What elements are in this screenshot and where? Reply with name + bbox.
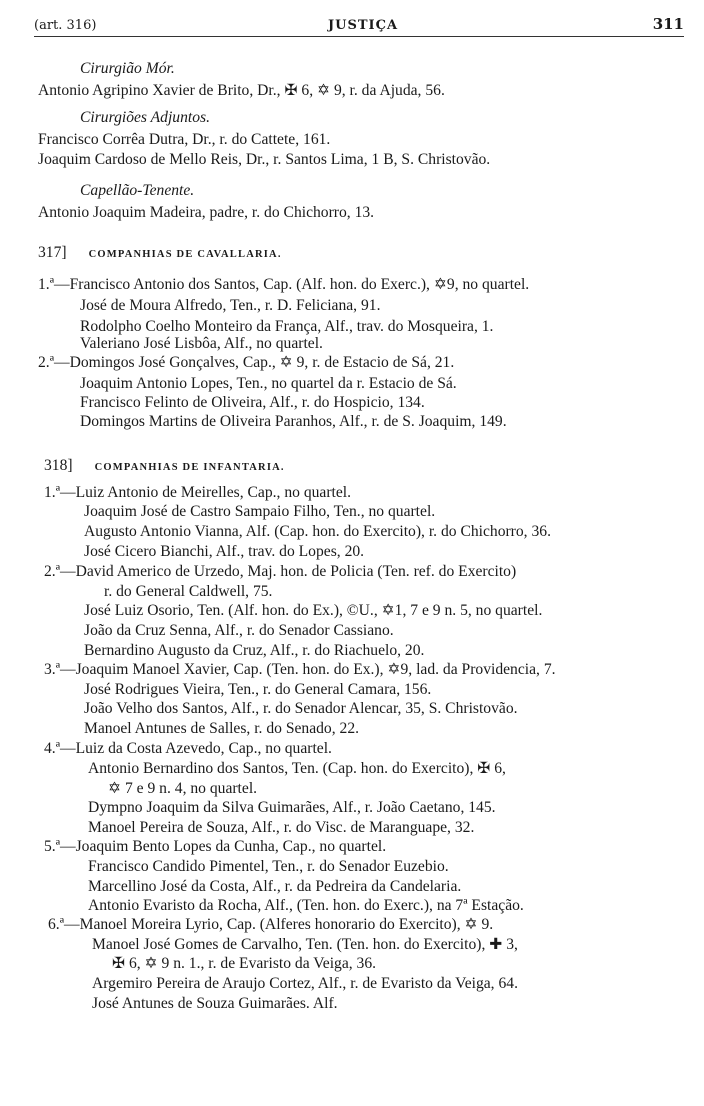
heading-cirurgiao-mor: Cirurgião Mór. <box>80 60 175 77</box>
list-item: João Velho dos Santos, Alf., r. do Senador Alencar, 35, S. Christovão. <box>84 700 518 717</box>
list-item: José Rodrigues Vieira, Ten., r. do General Camara, 156. <box>84 681 432 698</box>
list-item: r. do General Caldwell, 75. <box>104 583 273 600</box>
list-item: Joaquim Antonio Lopes, Ten., no quartel da r. Estacio de Sá. <box>80 375 457 392</box>
list-item: 6.ª—Manoel Moreira Lyrio, Cap. (Alferes honorario do Exercito), ✡ 9. <box>48 916 494 933</box>
section-heading-317 <box>38 242 282 264</box>
list-item: Joaquim José de Castro Sampaio Filho, Ten., no quartel. <box>84 503 436 520</box>
list-item: Manoel Antunes de Salles, r. do Senado, 22. <box>84 720 360 737</box>
section-name: COMPANHIAS DE CAVALLARIA. <box>88 249 282 260</box>
list-item: Augusto Antonio Vianna, Alf. (Cap. hon. do Exercito), r. do Chichorro, 36. <box>84 523 551 540</box>
running-header <box>34 10 684 37</box>
list-item: João da Cruz Senna, Alf., r. do Senador Cassiano. <box>84 622 394 639</box>
list-item: 1.ª—Luiz Antonio de Meirelles, Cap., no quartel. <box>44 484 352 501</box>
list-item: Manoel Pereira de Souza, Alf., r. do Visc. de Maranguape, 32. <box>88 819 475 836</box>
section-title: JUSTIÇA <box>328 18 399 33</box>
list-item: 2.ª—Domingos José Gonçalves, Cap., ✡ 9, r. de Estacio de Sá, 21. <box>38 354 455 371</box>
list-item: Manoel José Gomes de Carvalho, Ten. (Ten. hon. do Exercito), ✚ 3, <box>92 936 518 953</box>
list-item: 5.ª—Joaquim Bento Lopes da Cunha, Cap., no quartel. <box>44 838 387 855</box>
list-item: José Luiz Osorio, Ten. (Alf. hon. do Ex.), ©U., ✡1, 7 e 9 n. 5, no quartel. <box>84 602 543 619</box>
list-item: Francisco Corrêa Dutra, Dr., r. do Cattete, 161. <box>38 131 331 148</box>
list-item: José de Moura Alfredo, Ten., r. D. Feliciana, 91. <box>80 297 381 314</box>
section-heading-318 <box>44 455 285 477</box>
list-item: Rodolpho Coelho Monteiro da França, Alf., trav. do Mosqueira, 1. <box>80 318 494 335</box>
article-reference: (art. 316) <box>34 18 97 33</box>
list-item: Francisco Candido Pimentel, Ten., r. do Senador Euzebio. <box>88 858 449 875</box>
list-item: Antonio Joaquim Madeira, padre, r. do Chichorro, 13. <box>38 204 375 221</box>
section-number: 318] <box>44 457 73 474</box>
list-item: Marcellino José da Costa, Alf., r. da Pedreira da Candelaria. <box>88 878 462 895</box>
list-item: 2.ª—David Americo de Urzedo, Maj. hon. de Policia (Ten. ref. do Exercito) <box>44 563 517 580</box>
list-item: ✠ 6, ✡ 9 n. 1., r. de Evaristo da Veiga, 36. <box>112 955 377 972</box>
section-number: 317] <box>38 244 67 261</box>
heading-cirurgioes-adjuntos: Cirurgiões Adjuntos. <box>80 109 210 126</box>
heading-capellao-tenente: Capellão-Tenente. <box>80 182 195 199</box>
list-item: Antonio Bernardino dos Santos, Ten. (Cap. hon. do Exercito), ✠ 6, <box>88 760 506 777</box>
list-item: Domingos Martins de Oliveira Paranhos, Alf., r. de S. Joaquim, 149. <box>80 413 507 430</box>
list-item: Francisco Felinto de Oliveira, Alf., r. do Hospicio, 134. <box>80 394 425 411</box>
list-item: 3.ª—Joaquim Manoel Xavier, Cap. (Ten. hon. do Ex.), ✡9, lad. da Providencia, 7. <box>44 661 556 678</box>
list-item: Argemiro Pereira de Araujo Cortez, Alf., r. de Evaristo da Veiga, 64. <box>92 975 518 992</box>
list-item: Bernardino Augusto da Cruz, Alf., r. do Riachuelo, 20. <box>84 642 425 659</box>
list-item: Joaquim Cardoso de Mello Reis, Dr., r. Santos Lima, 1 B, S. Christovão. <box>38 151 491 168</box>
list-item: Dympno Joaquim da Silva Guimarães, Alf., r. João Caetano, 145. <box>88 799 496 816</box>
list-item: José Cicero Bianchi, Alf., trav. do Lopes, 20. <box>84 543 365 560</box>
page-number: 311 <box>652 15 684 33</box>
list-item: Antonio Evaristo da Rocha, Alf., (Ten. hon. do Exerc.), na 7ª Estação. <box>88 897 524 914</box>
list-item: Antonio Agripino Xavier de Brito, Dr., ✠ 6, ✡ 9, r. da Ajuda, 56. <box>38 82 445 99</box>
list-item: 4.ª—Luiz da Costa Azevedo, Cap., no quartel. <box>44 740 332 757</box>
section-name: COMPANHIAS DE INFANTARIA. <box>94 462 285 473</box>
list-item: José Antunes de Souza Guimarães. Alf. <box>92 995 338 1012</box>
list-item: Valeriano José Lisbôa, Alf., no quartel. <box>80 335 323 352</box>
list-item: ✡ 7 e 9 n. 4, no quartel. <box>108 780 258 797</box>
list-item: 1.ª—Francisco Antonio dos Santos, Cap. (Alf. hon. do Exerc.), ✡9, no quartel. <box>38 276 530 293</box>
